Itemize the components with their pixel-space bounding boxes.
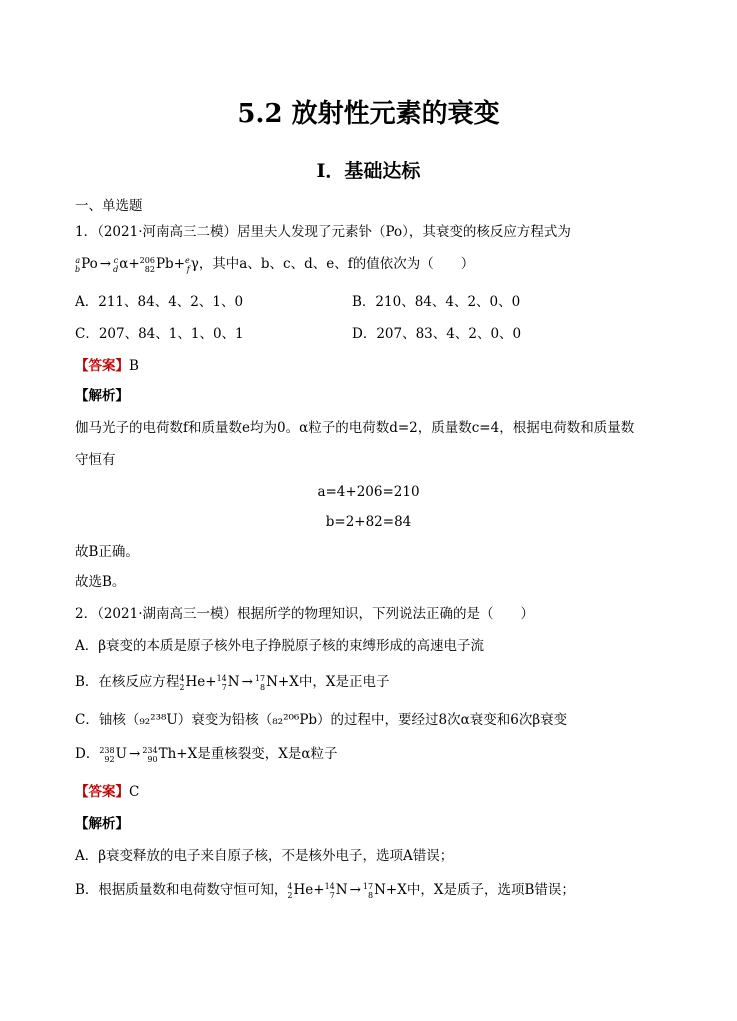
section-subtitle: Ⅰ．基础达标	[316, 160, 421, 182]
gamma-symbol: γ	[190, 256, 199, 272]
arrow-icon: →	[129, 746, 141, 762]
q1-option-b: B．210、84、4、2、0、0	[352, 294, 521, 310]
q1-stem: 1．（2021·河南高三二模）居里夫人发现了元素钋（Po），其衰变的核反应方程式为	[75, 224, 571, 240]
q2-option-b: B．在核反应方程 4 2 He+ 14 7 N → 17 8 N+X中，X是正电子	[75, 673, 390, 692]
q1-equation-line: a b Po → c d α+ 206 82 Pb+ e f γ，其中a、b、c、d、e、f的值依次为（ ）	[75, 255, 475, 274]
po-symbol: Po	[81, 256, 98, 272]
q1-conclusion1: 故B正确。	[75, 544, 139, 560]
pb-symbol: Pb	[155, 256, 174, 272]
page-title: 5.2 放射性元素的衰变	[237, 99, 500, 129]
q1-option-d: D．207、83、4、2、0、0	[352, 326, 522, 342]
q2-option-c: C．铀核（₉₂²³⁸U）衰变为铅核（₈₂²⁰⁶Pb）的过程中，要经过8次α衰变和6次β衰变	[75, 712, 568, 728]
q1-tail: ，其中a、b、c、d、e、f的值依次为（ ）	[198, 256, 475, 272]
question-type-heading: 一、单选题	[75, 198, 143, 214]
pb-scripts: 206 82	[139, 255, 155, 274]
q2-option-a: A．β衰变的本质是原子核外电子挣脱原子核的束缚形成的高速电子流	[75, 638, 485, 654]
q1-option-a: A．211、84、4、2、1、0	[75, 294, 244, 310]
q1-answer: 【答案】B	[75, 358, 139, 374]
q2-analysis-tag: 【解析】	[75, 816, 129, 832]
q1-option-c: C．207、84、1、1、0、1	[75, 326, 244, 342]
alpha-scripts: c d	[113, 255, 119, 274]
q1-conclusion2: 故选B。	[75, 574, 126, 590]
alpha-symbol: α	[119, 256, 129, 272]
q1-analysis-tag: 【解析】	[75, 388, 129, 404]
arrow-icon: →	[349, 882, 361, 898]
q2-answer: 【答案】C	[75, 784, 140, 800]
q1-analysis-line1: 伽马光子的电荷数f和质量数e均为0。α粒子的电荷数d=2，质量数c=4，根据电荷数和质量数	[75, 420, 635, 436]
q2-option-d: D． 238 92 U → 234 90 Th+X是重核裂变，X是α粒子	[75, 745, 338, 764]
q1-eq1: a=4+206=210	[317, 484, 420, 500]
arrow-icon: →	[241, 674, 253, 690]
q2-stem: 2．（2021·湖南高三一模）根据所学的物理知识，下列说法正确的是（ ）	[75, 606, 534, 622]
po-scripts: a b	[75, 255, 81, 274]
q2-analysis-line2: B．根据质量数和电荷数守恒可知， 4 2 He+ 14 7 N → 17 8 N+X中，X是质子，选项B错误；	[75, 881, 575, 900]
q1-analysis-line2: 守恒有	[75, 452, 116, 468]
gamma-scripts: e f	[185, 255, 190, 274]
q2-analysis-line1: A．β衰变释放的电子来自原子核，不是核外电子，选项A错误；	[75, 848, 454, 864]
arrow-icon: →	[99, 256, 112, 272]
q1-eq2: b=2+82=84	[325, 514, 412, 530]
